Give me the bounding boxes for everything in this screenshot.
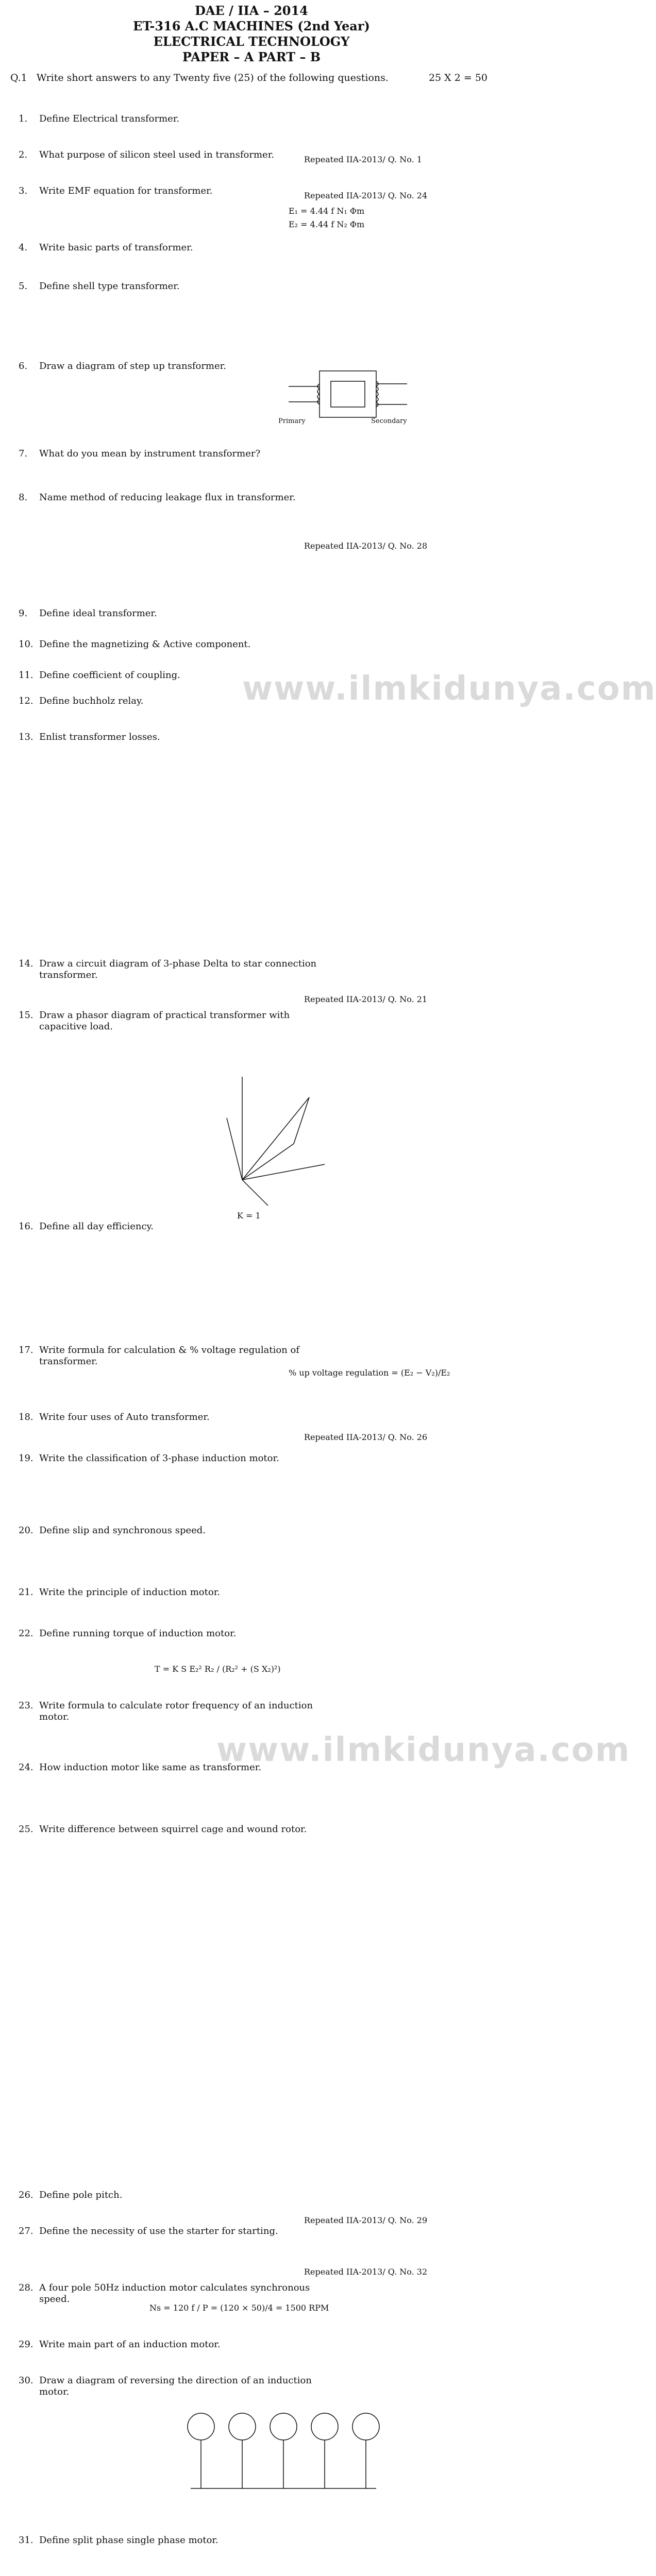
course-code: ET-316 A.C MACHINES (2nd Year) xyxy=(133,19,370,33)
synchronous-speed-formula: Ns = 120 f / P = (120 × 50)/4 = 1500 RPM xyxy=(149,2303,329,2313)
question-number: 29. xyxy=(19,2339,33,2350)
question-number: 12. xyxy=(19,696,33,706)
phasor-i1 xyxy=(242,1097,309,1180)
question-text: Write basic parts of transformer. xyxy=(39,242,193,253)
question-number: 18. xyxy=(19,1412,33,1422)
question-text: Define slip and synchronous speed. xyxy=(39,1525,206,1536)
question-number: 4. xyxy=(19,242,28,253)
question-number: 1. xyxy=(19,113,28,124)
phasor-e2 xyxy=(242,1180,268,1206)
question-number: 20. xyxy=(19,1525,33,1536)
question-text: Draw a circuit diagram of 3-phase Delta to star connection transformer. xyxy=(39,958,317,980)
secondary-label: Secondary xyxy=(371,417,407,425)
repeated-ref: Repeated IIA-2013/ Q. No. 29 xyxy=(304,2215,428,2225)
question-text: What purpose of silicon steel used in transformer. xyxy=(39,149,275,160)
question-text: Draw a diagram of step up transformer. xyxy=(39,361,227,371)
question-text: Define ideal transformer. xyxy=(39,608,157,619)
torque-formula: T = K S E₂² R₂ / (R₂² + (S X₂)²) xyxy=(155,1664,281,1674)
question-number: 31. xyxy=(19,2535,33,2546)
primary-leads xyxy=(289,386,319,402)
question-number: 17. xyxy=(19,1345,33,1355)
voltage-regulation-formula: % up voltage regulation = (E₂ − V₂)/E₂ xyxy=(289,1368,450,1378)
repeated-ref: Repeated IIA-2013/ Q. No. 26 xyxy=(304,1432,428,1442)
paper-header xyxy=(0,0,503,65)
question-one-label: Q.1 xyxy=(10,72,27,83)
question-number: 25. xyxy=(19,1824,33,1835)
subject-name: ELECTRICAL TECHNOLOGY xyxy=(153,34,350,49)
question-number: 24. xyxy=(19,1762,33,1773)
question-text: Define shell type transformer. xyxy=(39,281,180,292)
emf-equation-1: E₁ = 4.44 f N₁ Φm xyxy=(289,206,365,216)
secondary-leads xyxy=(376,384,407,404)
question-number: 2. xyxy=(19,149,28,160)
question-text: Write formula to calculate rotor frequency of an induction motor. xyxy=(39,1700,313,1722)
question-text: What do you mean by instrument transformer? xyxy=(39,448,261,459)
question-text: Write formula for calculation & % voltage regulation of transformer. xyxy=(39,1345,300,1367)
question-number: 19. xyxy=(19,1453,33,1464)
step-up-transformer-diagram xyxy=(268,361,423,428)
repeated-ref: Repeated IIA-2013/ Q. No. 1 xyxy=(304,155,422,164)
phasor-drop xyxy=(294,1097,309,1144)
question-text: Name method of reducing leakage flux in transformer. xyxy=(39,492,296,503)
k-value: K = 1 xyxy=(237,1211,261,1221)
question-number: 3. xyxy=(19,185,28,196)
question-text: Define Electrical transformer. xyxy=(39,113,180,124)
repeated-ref: Repeated IIA-2013/ Q. No. 32 xyxy=(304,2267,428,2277)
question-text: Define running torque of induction motor. xyxy=(39,1628,237,1639)
question-number: 27. xyxy=(19,2226,33,2236)
phasor-e1 xyxy=(227,1118,242,1180)
question-text: A four pole 50Hz induction motor calculates synchronous speed. xyxy=(39,2282,310,2304)
question-number: 23. xyxy=(19,1700,33,1711)
question-number: 13. xyxy=(19,732,33,742)
repeated-ref: Repeated IIA-2013/ Q. No. 28 xyxy=(304,541,428,551)
question-text: Draw a phasor diagram of practical transformer with capacitive load. xyxy=(39,1010,290,1032)
question-text: Define split phase single phase motor. xyxy=(39,2535,218,2546)
exam-title: DAE / IIA – 2014 xyxy=(195,3,308,18)
question-number: 14. xyxy=(19,958,33,969)
question-text: Write the principle of induction motor. xyxy=(39,1587,221,1598)
phasor-flux xyxy=(242,1164,325,1180)
watermark: www.ilmkidunya.com xyxy=(216,1731,631,1769)
instruction-text: Write short answers to any Twenty five (25) of the following questions. xyxy=(36,72,389,83)
question-text: Draw a diagram of reversing the direction of an induction motor. xyxy=(39,2375,312,2397)
question-number: 28. xyxy=(19,2282,33,2293)
question-text: Define pole pitch. xyxy=(39,2190,123,2200)
question-text: Define buchholz relay. xyxy=(39,696,144,706)
paper-part: PAPER – A PART – B xyxy=(182,49,321,64)
question-text: Enlist transformer losses. xyxy=(39,732,160,742)
question-number: 6. xyxy=(19,361,28,371)
question-number: 16. xyxy=(19,1221,33,1232)
repeated-ref: Repeated IIA-2013/ Q. No. 24 xyxy=(304,191,428,200)
question-text: Write difference between squirrel cage and wound rotor. xyxy=(39,1824,307,1835)
question-text: Write main part of an induction motor. xyxy=(39,2339,221,2350)
question-number: 26. xyxy=(19,2190,33,2200)
primary-label: Primary xyxy=(278,417,306,425)
question-number: 9. xyxy=(19,608,28,619)
emf-equation-2: E₂ = 4.44 f N₂ Φm xyxy=(289,219,365,229)
question-number: 30. xyxy=(19,2375,33,2386)
watermark: www.ilmkidunya.com xyxy=(242,670,656,708)
question-number: 7. xyxy=(19,448,28,459)
instruction-row xyxy=(10,72,493,83)
question-text: Write four uses of Auto transformer. xyxy=(39,1412,210,1422)
question-text: Write the classification of 3-phase induction motor. xyxy=(39,1453,279,1464)
question-text: How induction motor like same as transformer. xyxy=(39,1762,262,1773)
question-text: Write EMF equation for transformer. xyxy=(39,185,213,196)
question-number: 8. xyxy=(19,492,28,503)
question-number: 10. xyxy=(19,639,33,650)
repeated-ref: Repeated IIA-2013/ Q. No. 21 xyxy=(304,994,428,1004)
question-number: 5. xyxy=(19,281,28,292)
question-text: Define the magnetizing & Active component. xyxy=(39,639,251,650)
phasor-diagram xyxy=(206,1056,361,1221)
core-window xyxy=(331,381,365,407)
question-text: Define coefficient of coupling. xyxy=(39,670,180,681)
question-number: 15. xyxy=(19,1010,33,1021)
marks-label: 25 X 2 = 50 xyxy=(428,72,487,83)
question-text: Define all day efficiency. xyxy=(39,1221,154,1232)
transformer-core xyxy=(319,371,376,417)
question-text: Define the necessity of use the starter for starting. xyxy=(39,2226,278,2236)
phasor-i2 xyxy=(242,1144,294,1180)
motor-circle-group xyxy=(188,2413,379,2488)
reversal-diagram xyxy=(170,2385,386,2504)
question-number: 22. xyxy=(19,1628,33,1639)
question-number: 21. xyxy=(19,1587,33,1598)
question-number: 11. xyxy=(19,670,33,681)
